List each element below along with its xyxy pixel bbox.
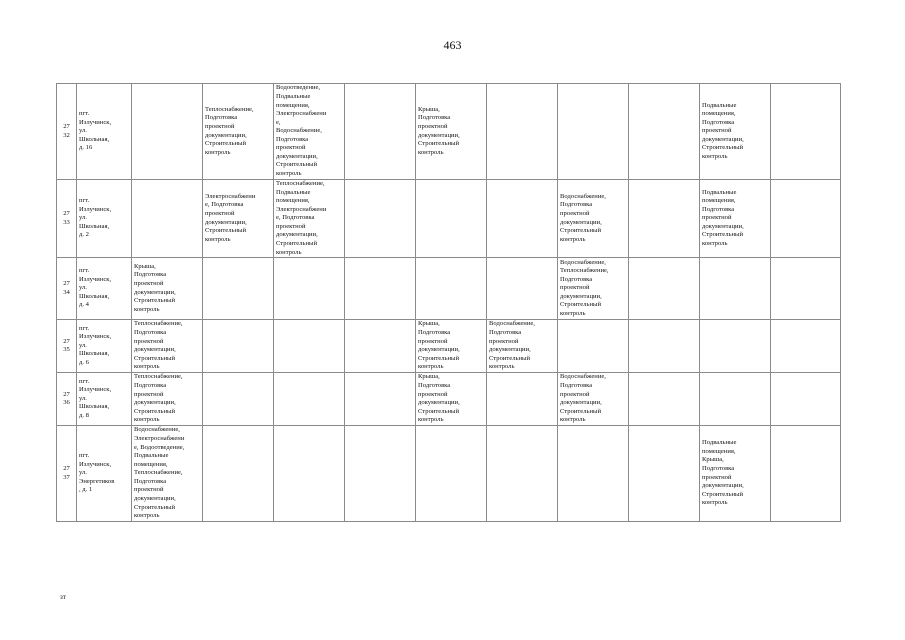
row-number-cell: 27 34 [57,258,77,320]
works-cell [771,373,841,426]
works-cell [629,258,700,320]
works-cell: Теплоснабжение, Подготовка проектной документации, Строительный контроль [132,373,203,426]
works-cell: Подвальные помещения, Крыша, Подготовка проектной документации, Строительный контроль [700,426,771,522]
works-cell [629,84,700,180]
works-cell: Подвальные помещения, Подготовка проектной документации, Строительный контроль [700,180,771,258]
works-cell: Крыша, Подготовка проектной документации, Строительный контроль [416,320,487,373]
works-cell [629,180,700,258]
works-cell [274,426,345,522]
works-cell [274,320,345,373]
works-cell [416,258,487,320]
address-cell: пгт. Излучинск, ул. Энергетиков , д. 1 [77,426,132,522]
works-cell [487,426,558,522]
works-cell [629,320,700,373]
works-cell [700,373,771,426]
works-cell: Водоснабжение, Подготовка проектной документации, Строительный контроль [487,320,558,373]
capital-repair-table [56,83,841,522]
table-row [57,258,841,320]
works-cell: Водоснабжение, Теплоснабжение, Подготовка проектной документации, Строительный контроль [558,258,629,320]
works-cell [558,426,629,522]
address-cell: пгт. Излучинск, ул. Школьная, д. 16 [77,84,132,180]
works-cell [345,320,416,373]
row-number-cell: 27 37 [57,426,77,522]
works-cell [203,258,274,320]
works-cell: Водоснабжение, Электроснабжени e, Водоотведение, Подвальные помещения, Теплоснабжение, Подготовка проектной документации, Строительный контроль [132,426,203,522]
table-row [57,84,841,180]
works-cell [487,258,558,320]
works-cell [345,426,416,522]
works-cell: Подвальные помещения, Подготовка проектной документации, Строительный контроль [700,84,771,180]
works-cell: Водоснабжение, Подготовка проектной документации, Строительный контроль [558,373,629,426]
works-cell [345,258,416,320]
works-cell [203,373,274,426]
works-cell [700,258,771,320]
works-cell: Крыша, Подготовка проектной документации, Строительный контроль [132,258,203,320]
works-cell [771,426,841,522]
works-cell [132,180,203,258]
works-cell: Водоснабжение, Подготовка проектной документации, Строительный контроль [558,180,629,258]
works-cell: Теплоснабжение, Подготовка проектной документации, Строительный контроль [203,84,274,180]
works-cell: Крыша, Подготовка проектной документации, Строительный контроль [416,84,487,180]
address-cell: пгт. Излучинск, ул. Школьная, д. 4 [77,258,132,320]
works-cell [203,320,274,373]
works-cell: Электроснабжени e, Подготовка проектной документации, Строительный контроль [203,180,274,258]
works-cell [345,373,416,426]
works-cell [132,84,203,180]
table-row [57,180,841,258]
works-cell [416,180,487,258]
works-cell [487,180,558,258]
works-cell [203,426,274,522]
address-cell: пгт. Излучинск, ул. Школьная, д. 8 [77,373,132,426]
table-row [57,373,841,426]
works-cell [558,84,629,180]
address-cell: пгт. Излучинск, ул. Школьная, д. 6 [77,320,132,373]
works-cell [771,258,841,320]
works-cell [274,258,345,320]
table-row [57,426,841,522]
works-cell [771,320,841,373]
footer-mark: зт [60,593,66,601]
works-cell: Водоотведение, Подвальные помещения, Электроснабжени e, Водоснабжение, Подготовка проектной документации, Строительный контроль [274,84,345,180]
works-cell [487,373,558,426]
row-number-cell: 27 36 [57,373,77,426]
row-number-cell: 27 32 [57,84,77,180]
works-cell [771,180,841,258]
works-cell [629,426,700,522]
page-number: 463 [443,38,462,52]
works-cell [487,84,558,180]
works-cell: Теплоснабжение, Подготовка проектной документации, Строительный контроль [132,320,203,373]
address-cell: пгт. Излучинск, ул. Школьная, д. 2 [77,180,132,258]
works-cell [416,426,487,522]
works-cell [700,320,771,373]
works-cell: Крыша, Подготовка проектной документации, Строительный контроль [416,373,487,426]
works-cell [771,84,841,180]
table-row [57,320,841,373]
row-number-cell: 27 35 [57,320,77,373]
row-number-cell: 27 33 [57,180,77,258]
works-cell [345,180,416,258]
works-cell [558,320,629,373]
works-cell: Теплоснабжение, Подвальные помещения, Электроснабжени e, Подготовка проектной документации, Строительный контроль [274,180,345,258]
works-cell [629,373,700,426]
works-cell [274,373,345,426]
works-cell [345,84,416,180]
